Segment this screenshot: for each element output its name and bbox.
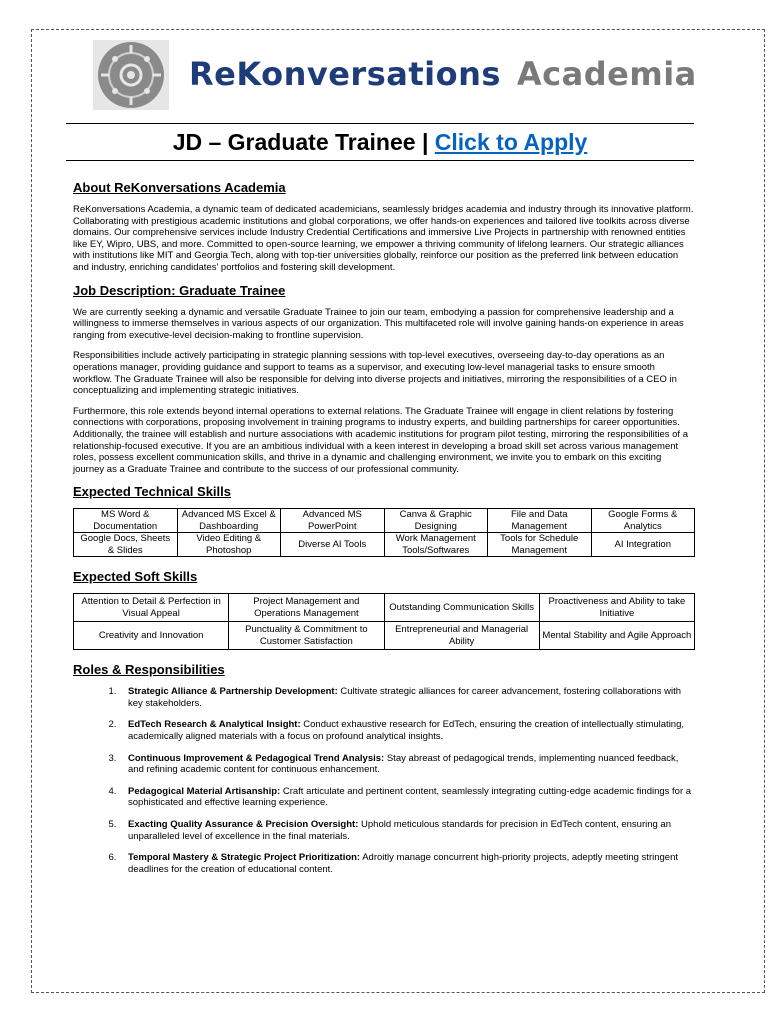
skill-cell: Attention to Detail & Perfection in Visual Appeal (74, 594, 229, 622)
job-heading: Job Description: Graduate Trainee (73, 282, 286, 298)
title-text: JD – Graduate Trainee | (172, 129, 435, 155)
list-item (119, 719, 695, 742)
skill-cell: Canva & Graphic Designing (384, 509, 488, 533)
list-item (119, 852, 695, 875)
skill-cell: Advanced MS PowerPoint (281, 509, 385, 533)
brand-part-2: Academia (516, 55, 697, 93)
skill-cell: Tools for Schedule Management (488, 533, 592, 557)
job-paragraph: We are currently seeking a dynamic and versatile Graduate Trainee to join our team, embodying a passion for comprehensive leadership and a willingness to immerse themselves in various aspects of our organization. This multifaceted role will involve gaining hands-on experience in areas ranging from executive-level decision-making to frontline supervision. (73, 306, 684, 341)
role-text: Cultivate strategic alliances for career advancement, fostering collaborations with key stakeholders. (128, 686, 681, 709)
role-text: Uphold meticulous standards for precision in EdTech content, ensuring an unparalleled level of excellence in the final materials. (128, 819, 671, 842)
skill-cell: Project Management and Operations Management (229, 594, 384, 622)
table-row (74, 622, 695, 650)
title-rule-bottom (66, 160, 694, 161)
soft-skills-table (73, 593, 695, 650)
table-row (74, 533, 695, 557)
skill-cell: Outstanding Communication Skills (384, 594, 539, 622)
role-text: Adroitly manage concurrent high-priority projects, adeptly meeting stringent deadlines for the creation of educational content. (128, 852, 678, 875)
skill-cell: Proactiveness and Ability to take Initiative (539, 594, 694, 622)
page-title (66, 126, 694, 158)
role-title: Strategic Alliance & Partnership Development: (128, 686, 338, 698)
table-row (74, 509, 695, 533)
soft-skills-heading: Expected Soft Skills (73, 569, 198, 585)
skill-cell: File and Data Management (488, 509, 592, 533)
skill-cell: Diverse AI Tools (281, 533, 385, 557)
brand-name (189, 52, 697, 96)
skill-cell: Creativity and Innovation (74, 622, 229, 650)
role-text: Conduct exhaustive research for EdTech, ensuring the creation of intellectually stimulating, academically aligned materials with a focus on profound analytical insights. (128, 719, 685, 743)
about-heading: About ReKonversations Academia (73, 180, 286, 195)
skill-cell: Google Docs, Sheets & Slides (74, 533, 178, 557)
brand-part-1: ReKonversations (189, 55, 501, 93)
skill-cell: Advanced MS Excel & Dashboarding (177, 509, 281, 533)
title-rule-top (66, 123, 694, 124)
skill-cell: Work Management Tools/Softwares (384, 533, 488, 557)
roles-heading: Roles & Responsibilities (73, 662, 225, 678)
job-paragraph: Responsibilities include actively participating in strategic planning sessions with top-level executives, overseeing day-to-day operations as an operations manager, providing guidance and support to teams as a supervisor, and executing low-level managerial tasks to ensure smooth workflow. The Graduate Trainee will also be responsible for delving into diverse projects and initiatives, mirroring the responsibilities of a CEO in conceptualizing and implementing strategic initiatives. (73, 350, 677, 397)
role-title: Temporal Mastery & Strategic Project Prioritization: (128, 852, 361, 864)
skill-cell: AI Integration (591, 533, 695, 557)
role-title: Exacting Quality Assurance & Precision Oversight: (128, 819, 359, 831)
roles-list (73, 686, 695, 875)
tech-skills-heading: Expected Technical Skills (73, 484, 231, 500)
about-body: ReKonversations Academia, a dynamic team of dedicated academicians, seamlessly bridges academia and industry through its innovative platform. Collaborating with prestigious academic institutions and global corporations, we offer hands-on experiences and tailored live toolkits across diverse domains. Our comprehensive services include Industry Credential Certifications and immersive Live Projects in partnership with renowned entities like EY, Wipro, UBS, and more. Committed to open-source learning, we empower a thriving community of lifelong learners. Our strategic alliances with institutions like MIT and Georgia Tech, along with top-tier universities globally, reinforce our position as the preferred link between education and industry, enriching candidates' portfolios and fostering skill development. (73, 204, 694, 273)
apply-link[interactable]: Click to Apply (434, 129, 588, 155)
tech-skills-table (73, 508, 695, 557)
skill-cell: Entrepreneurial and Managerial Ability (384, 622, 539, 650)
skill-cell: Mental Stability and Agile Approach (539, 622, 694, 650)
skill-cell: Punctuality & Commitment to Customer Satisfaction (229, 622, 384, 650)
list-item (119, 819, 695, 842)
list-item (119, 686, 695, 709)
header (93, 40, 697, 112)
role-text: Craft articulate and pertinent content, seamlessly integrating cutting-edge academic findings for a sophisticated and effective learning experience. (128, 785, 692, 809)
list-item (119, 786, 695, 809)
content (73, 180, 695, 885)
skill-cell: Google Forms & Analytics (591, 509, 695, 533)
role-text: Stay abreast of pedagogical trends, implementing nuanced feedback, and refining academic content for continuous enhancement. (128, 752, 679, 776)
role-title: Continuous Improvement & Pedagogical Trend Analysis: (128, 752, 385, 764)
skill-cell: Video Editing & Photoshop (177, 533, 281, 557)
role-title: Pedagogical Material Artisanship: (128, 785, 281, 797)
table-row (74, 594, 695, 622)
skill-cell: MS Word & Documentation (74, 509, 178, 533)
gear-circuit-logo-icon (93, 40, 169, 110)
role-title: EdTech Research & Analytical Insight: (128, 719, 301, 731)
job-paragraph: Furthermore, this role extends beyond internal operations to external relations. The Graduate Trainee will engage in client relations by fostering connections with corporations, proposing involvement in training programs to industry experts, and building partnerships for career opportunities. Additionally, the trainee will establish and nurture associations with academic institutions for program pilot testing, mirroring the responsibilities of a relationship-focused executive. If you are an ambitious individual with a keen interest in developing a broad skill set across various management roles, possess excellent communication skills, and thrive in a dynamic and challenging environment, we invite you to embark on this exciting journey as a Graduate Trainee and contribute to the success of our professional community. (73, 405, 688, 475)
list-item (119, 753, 695, 776)
